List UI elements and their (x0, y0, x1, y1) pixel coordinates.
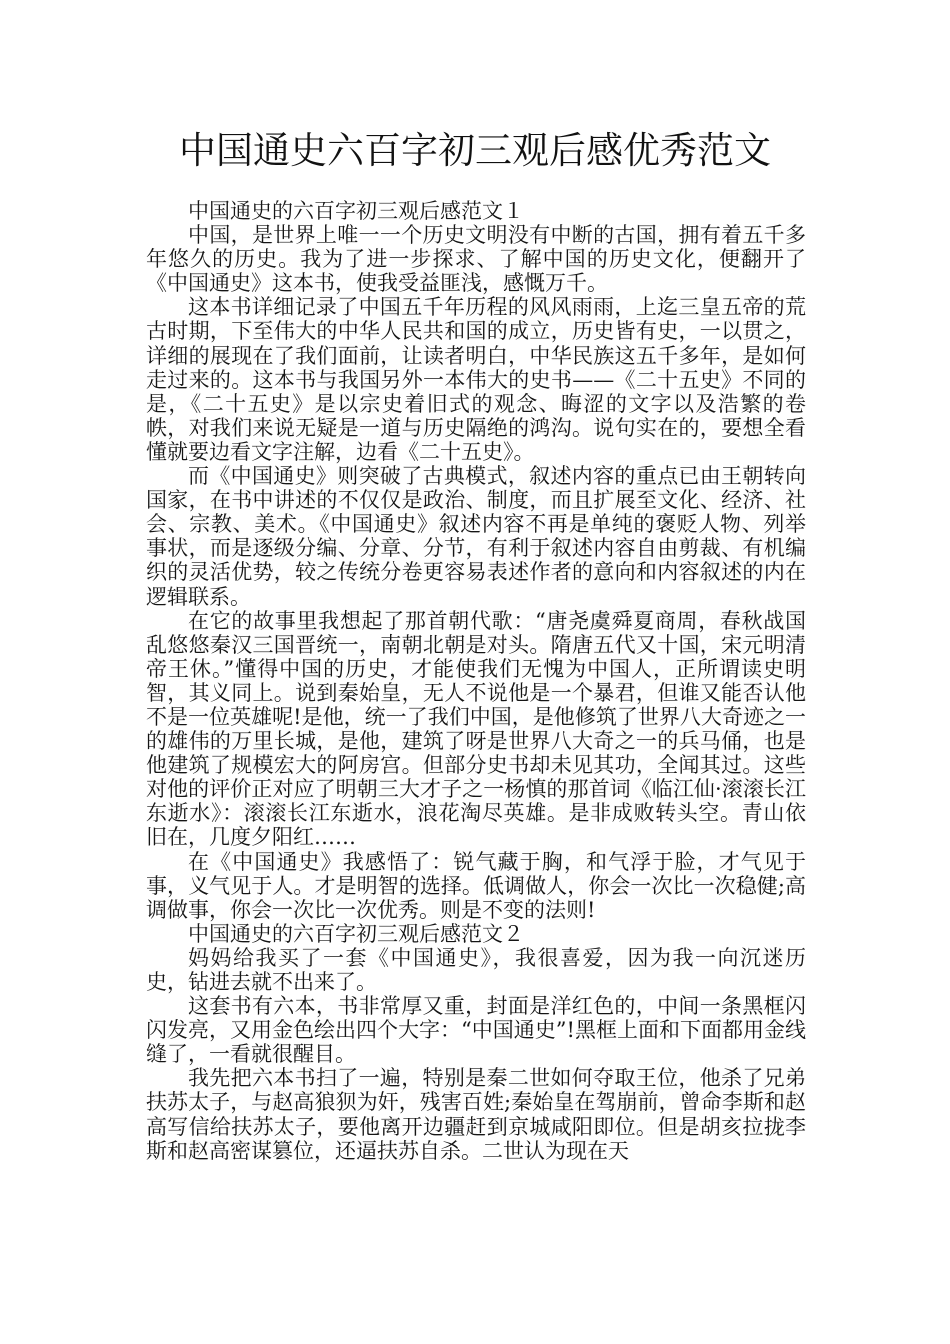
document-title: 中国通史六百字初三观后感优秀范文 (179, 129, 771, 172)
paragraph: 这本书详细记录了中国五千年历程的风风雨雨，上迄三皇五帝的荒古时期，下至伟大的中华人民共和国的成立，历史皆有史，一以贯之，详细的展现在了我们面前，让读者明白，中华民族这五千多年，是如何走过来的。这本书与我国另外一本伟大的史书——《二十五史》不同的是，《二十五史》是以宗史着旧式的观念、晦涩的文字以及浩繁的卷帙，对我们来说无疑是一道与历史隔绝的鸿沟。说句实在的，要想全看懂就要边看文字注解，边看《二十五史》。 (146, 295, 806, 464)
section-heading-1: 中国通史的六百字初三观后感范文１ (188, 199, 524, 223)
document-body (146, 199, 806, 1163)
paragraph: 这套书有六本，书非常厚又重，封面是洋红色的，中间一条黑框闪闪发亮，又用金色绘出四个大字：“中国通史”!黑框上面和下面都用金线缝了，一看就很醒目。 (146, 994, 806, 1067)
paragraph: 妈妈给我买了一套《中国通史》，我很喜爱，因为我一向沉迷历史，钻进去就不出来了。 (146, 945, 806, 994)
paragraph: 而《中国通史》则突破了古典模式，叙述内容的重点已由王朝转向国家，在书中讲述的不仅仅是政治、制度，而且扩展至文化、经济、社会、宗教、美术。《中国通史》叙述内容不再是单纯的褒贬人物、列举事状，而是逐级分编、分章、分节，有利于叙述内容自由剪裁、有机编织的灵活优势，较之传统分卷更容易表述作者的意向和内容叙述的内在逻辑联系。 (146, 464, 806, 609)
paragraph: 在《中国通史》我感悟了：锐气藏于胸，和气浮于脸，才气见于事，义气见于人。才是明智的选择。低调做人，你会一次比一次稳健;高调做事，你会一次比一次优秀。则是不变的法则! (146, 849, 806, 922)
section-heading-2: 中国通史的六百字初三观后感范文２ (188, 921, 524, 946)
paragraph: 中国，是世界上唯一一个历史文明没有中断的古国，拥有着五千多年悠久的历史。我为了进一步探求、了解中国的历史文化，便翻开了《中国通史》这本书，使我受益匪浅，感慨万千。 (146, 223, 806, 296)
paragraph: 我先把六本书扫了一遍，特别是秦二世如何夺取王位，他杀了兄弟扶苏太子，与赵高狼狈为奸，残害百姓;秦始皇在驾崩前，曾命李斯和赵高写信给扶苏太子，要他离开边疆赶到京城咸阳即位。但是胡亥拉拢李斯和赵高密谋篡位，还逼扶苏自杀。二世认为现在天 (146, 1066, 806, 1163)
paragraph: 在它的故事里我想起了那首朝代歌：“唐尧虞舜夏商周，春秋战国乱悠悠秦汉三国晋统一，南朝北朝是对头。隋唐五代又十国，宋元明清帝王休。”懂得中国的历史，才能使我们无愧为中国人，正所谓读史明智，其义同上。说到秦始皇，无人不说他是一个暴君，但谁又能否认他不是一位英雄呢!是他，统一了我们中国，是他修筑了世界八大奇迹之一的雄伟的万里长城，是他，建筑了呀是世界八大奇之一的兵马俑，也是他建筑了规模宏大的阿房宫。但部分史书却未见其功，全闻其过。这些对他的评价正对应了明朝三大才子之一杨慎的那首词《临江仙·滚滚长江东逝水》：滚滚长江东逝水，浪花淘尽英雄。是非成败转头空。青山依旧在，几度夕阳红…… (146, 608, 806, 850)
